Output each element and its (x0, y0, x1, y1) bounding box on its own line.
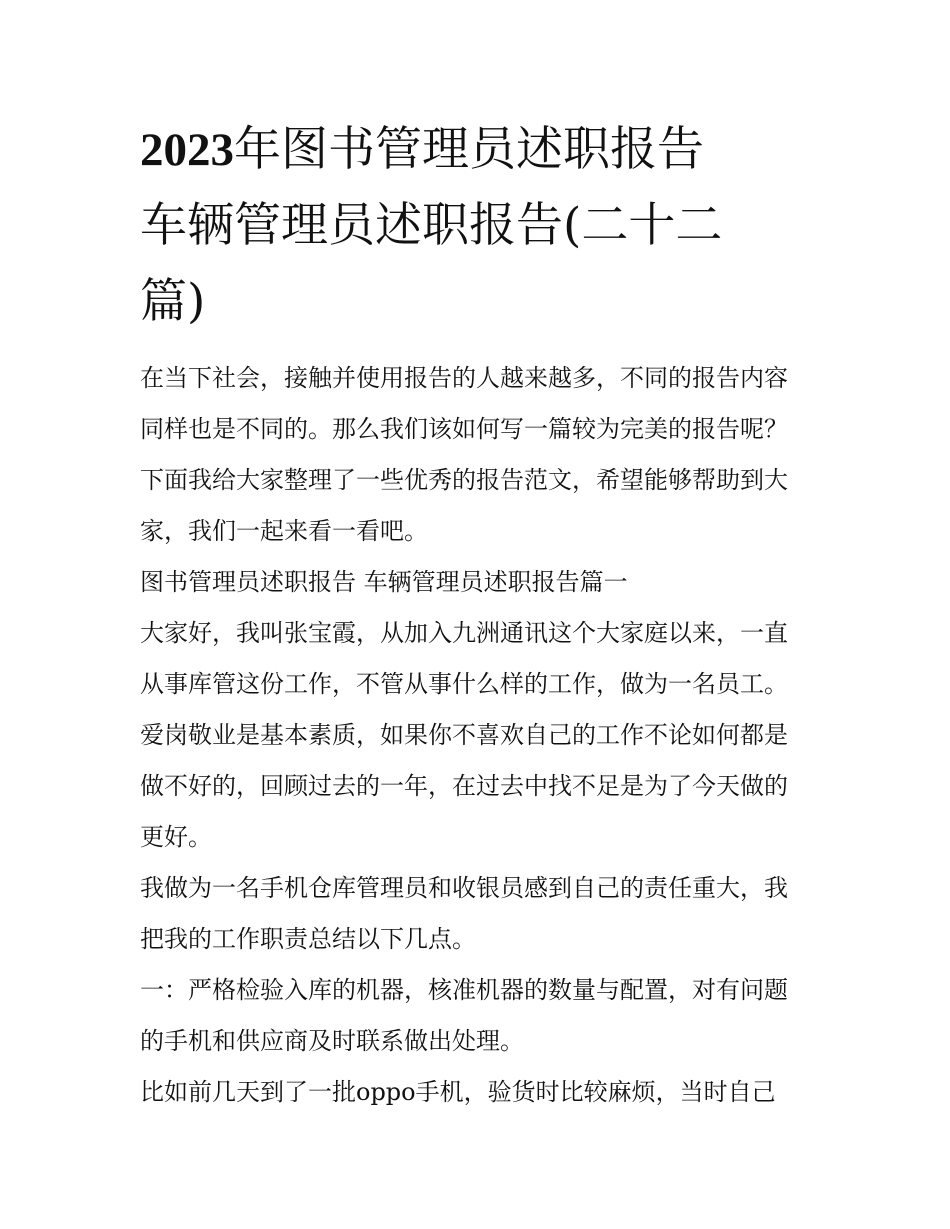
body-line-8: 爱岗敬业是基本素质，如果你不喜欢自己的工作不论如何都是 (140, 721, 788, 749)
title-year: 2023 (140, 124, 234, 176)
body-line-6: 大家好，我叫张宝霞，从加入九洲通讯这个大家庭以来，一直 (140, 619, 788, 647)
body-line-14: 的手机和供应商及时联系做出处理。 (140, 1027, 524, 1055)
body-line-12: 把我的工作职责总结以下几点。 (140, 925, 476, 953)
body-line-7: 从事库管这份工作，不管从事什么样的工作，做为一名员工。 (140, 670, 788, 698)
body-line-9: 做不好的，回顾过去的一年，在过去中找不足是为了今天做的 (140, 772, 788, 800)
document-body (140, 353, 820, 1118)
body-line-4: 家，我们一起来看一看吧。 (140, 517, 428, 545)
body-line-11: 我做为一名手机仓库管理员和收银员感到自己的责任重大，我 (140, 874, 788, 902)
body-line-2: 同样也是不同的。那么我们该如何写一篇较为完美的报告呢？ (140, 415, 788, 443)
body-line-13: 一：严格检验入库的机器，核准机器的数量与配置，对有问题 (140, 976, 788, 1004)
section-heading: 图书管理员述职报告 车辆管理员述职报告篇一 (140, 568, 628, 596)
title-line-2: 车辆管理员述职报告(二十二 (140, 198, 723, 253)
document-title (140, 112, 820, 340)
body-line-15: 比如前几天到了一批oppo手机，验货时比较麻烦，当时自己 (140, 1078, 776, 1106)
body-line-3: 下面我给大家整理了一些优秀的报告范文，希望能够帮助到大 (140, 466, 788, 494)
title-line-3: 篇) (140, 274, 206, 329)
title-line-1 (140, 112, 820, 188)
title-line-1-text: 年图书管理员述职报告 (234, 122, 704, 177)
body-line-10: 更好。 (140, 823, 212, 851)
body-line-1: 在当下社会，接触并使用报告的人越来越多，不同的报告内容 (140, 364, 788, 392)
